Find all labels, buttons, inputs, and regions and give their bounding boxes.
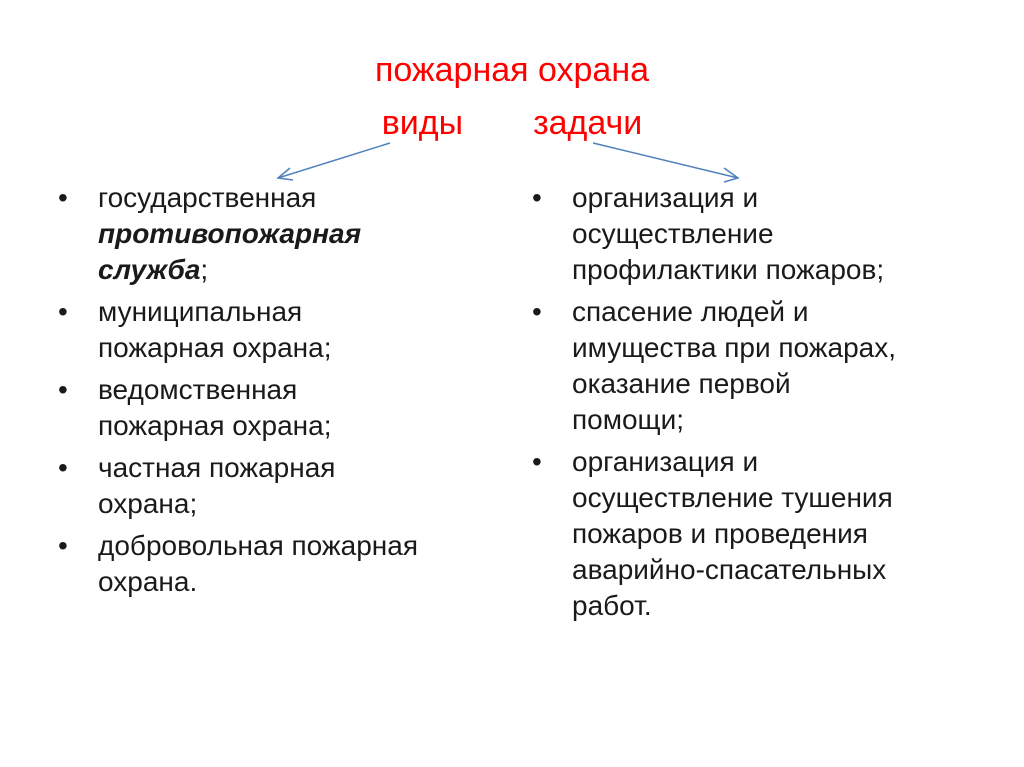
subtitle-tasks: задачи: [533, 104, 643, 142]
item-line: профилактики пожаров;: [572, 254, 885, 285]
item-line-emphasis: служба: [98, 254, 201, 285]
item-line: помощи;: [572, 404, 685, 435]
item-line: • организация и: [572, 182, 759, 213]
item-line: • организация и: [572, 446, 759, 477]
item-line: • муниципальная: [98, 296, 303, 327]
item-line: осуществление тушения: [572, 482, 893, 513]
item-line: • ведомственная: [98, 374, 298, 405]
list-item: [58, 294, 508, 366]
tasks-list: [532, 180, 992, 630]
item-line: • спасение людей и: [572, 296, 809, 327]
list-item: [532, 444, 992, 624]
item-line: имущества при пожарах,: [572, 332, 897, 363]
list-item: [58, 450, 508, 522]
item-line: работ.: [572, 590, 652, 621]
list-item: [532, 180, 992, 288]
item-line: • государственная: [98, 182, 317, 213]
list-item: [58, 372, 508, 444]
item-line: пожарная охрана;: [98, 332, 332, 363]
item-line: • добровольная пожарная: [98, 530, 419, 561]
types-list: [58, 180, 508, 606]
item-line: пожаров и проведения: [572, 518, 868, 549]
item-punctuation: ;: [200, 254, 209, 285]
item-line: аварийно-спасательных: [572, 554, 887, 585]
list-item: [58, 180, 508, 288]
item-line: оказание первой: [572, 368, 791, 399]
item-line: пожарная охрана;: [98, 410, 332, 441]
list-item: [58, 528, 508, 600]
slide-title: пожарная охрана: [374, 51, 650, 89]
item-line: охрана;: [98, 488, 198, 519]
arrow-left-icon: [278, 143, 390, 180]
subtitle-types: виды: [381, 104, 464, 142]
item-line: осуществление: [572, 218, 774, 249]
arrow-right-icon: [593, 143, 738, 182]
item-line: охрана.: [98, 566, 198, 597]
list-item: [532, 294, 992, 438]
item-line-emphasis: противопожарная: [98, 218, 362, 249]
item-line: • частная пожарная: [98, 452, 336, 483]
